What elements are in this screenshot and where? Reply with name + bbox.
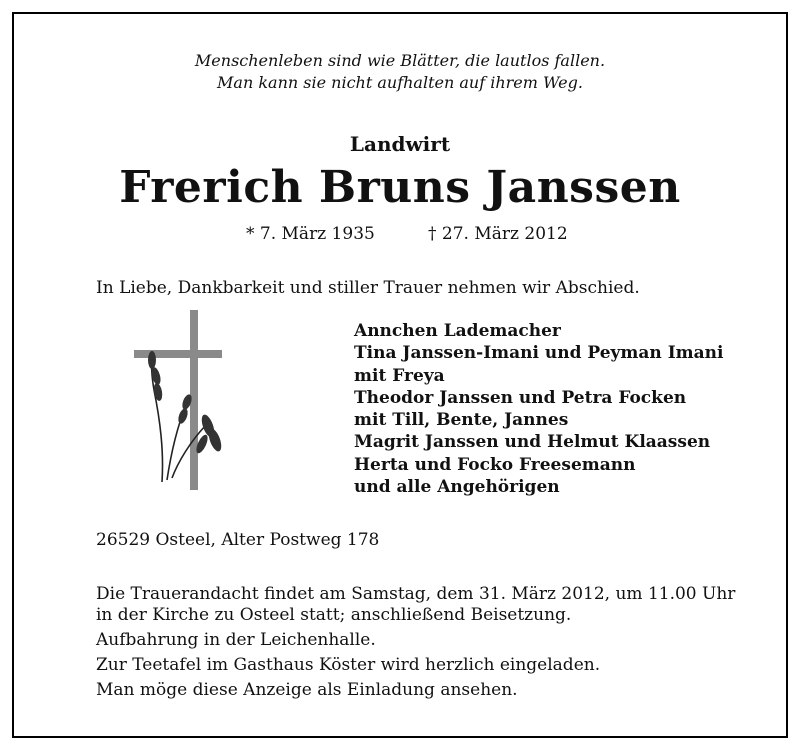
service-line: Die Trauerandacht findet am Samstag, dem 31. März 2012, um 11.00 Uhr	[96, 584, 736, 604]
family-member: und alle Angehörigen	[354, 477, 560, 498]
profession: Landwirt	[349, 132, 451, 156]
obituary-notice	[12, 12, 788, 738]
invitation-note: Man möge diese Anzeige als Einladung ansehen.	[96, 680, 518, 700]
family-member: mit Till, Bente, Jannes	[354, 410, 569, 431]
service-notes	[96, 584, 735, 701]
poem-line: Menschenleben sind wie Blätter, die lautlos fallen.	[194, 51, 606, 70]
birth-date: * 7. März 1935	[246, 224, 375, 244]
family-member: Annchen Lademacher	[354, 321, 561, 341]
family-member: mit Freya	[354, 365, 445, 386]
family-list	[354, 320, 723, 498]
family-member: Theodor Janssen und Petra Focken	[354, 387, 687, 408]
farewell-text: In Liebe, Dankbarkeit und stiller Trauer nehmen wir Abschied.	[96, 278, 640, 298]
poem	[14, 50, 786, 94]
tea-note: Zur Teetafel im Gasthaus Köster wird herzlich eingeladen.	[96, 655, 601, 675]
address: 26529 Osteel, Alter Postweg 178	[96, 530, 380, 550]
family-member: Tina Janssen-Imani und Peyman Imani	[354, 343, 724, 364]
family-member: Magrit Janssen und Helmut Klaassen	[354, 432, 711, 453]
family-member: Herta und Focko Freesemann	[354, 454, 636, 475]
poem-line: Man kann sie nicht aufhalten auf ihrem Weg.	[217, 73, 583, 92]
death-date: † 27. März 2012	[428, 224, 568, 244]
service-paragraph	[96, 584, 735, 626]
service-line: in der Kirche zu Osteel statt; anschließend Beisetzung.	[96, 605, 572, 625]
deceased-name: Frerich Bruns Janssen	[119, 162, 681, 213]
viewing-note: Aufbahrung in der Leichenhalle.	[96, 630, 376, 650]
cross-with-wheat-icon	[132, 310, 224, 490]
